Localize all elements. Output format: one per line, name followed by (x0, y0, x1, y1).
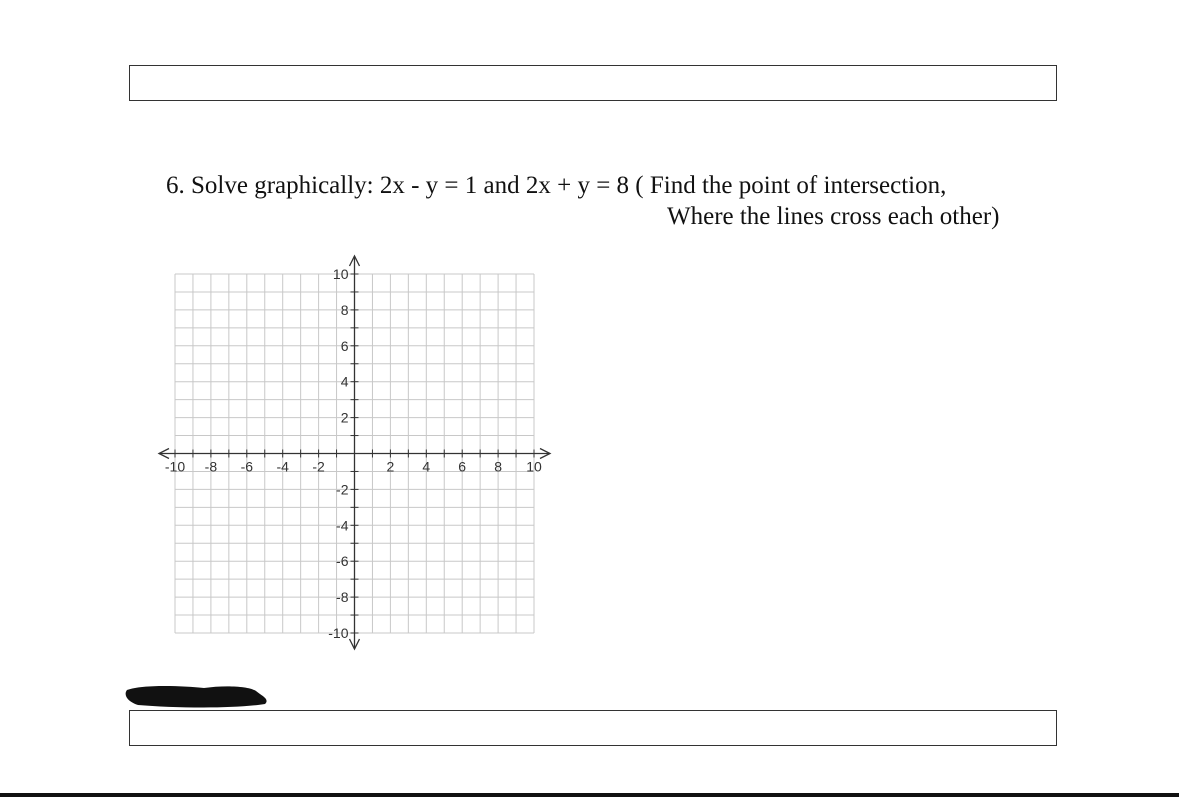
x-tick-label: 8 (494, 458, 502, 475)
y-tick-label: -10 (328, 625, 349, 641)
y-tick-label: -2 (336, 481, 349, 498)
y-tick-label: -4 (336, 517, 349, 534)
y-tick-label: 10 (332, 266, 349, 282)
x-tick-label: 6 (458, 458, 467, 475)
y-tick-label: 8 (340, 301, 349, 318)
question-text-line1: 6. Solve graphically: 2x - y = 1 and 2x + y = 8 ( Find the point of intersection, (166, 172, 947, 199)
page-bottom-rule (0, 793, 1179, 797)
x-tick-label: 2 (386, 458, 395, 475)
x-tick-label: -2 (312, 458, 325, 475)
x-tick-label: -10 (164, 458, 186, 475)
question-text-line2: Where the lines cross each other) (667, 203, 1000, 230)
x-tick-label: -6 (240, 458, 254, 475)
x-tick-label: 4 (422, 458, 431, 475)
y-tick-label: 4 (340, 373, 349, 390)
x-tick-label: 10 (526, 458, 542, 475)
y-tick-label: 2 (340, 409, 349, 426)
y-tick-label: 6 (340, 337, 349, 354)
y-tick-label: -8 (336, 589, 349, 606)
answer-box-top[interactable] (129, 65, 1057, 101)
x-tick-label: -4 (276, 458, 289, 475)
answer-box-bottom[interactable] (129, 710, 1057, 746)
x-tick-label: -8 (204, 458, 218, 475)
coordinate-grid[interactable] (150, 250, 570, 660)
y-tick-label: -6 (336, 553, 349, 570)
redaction-mark (124, 682, 274, 710)
